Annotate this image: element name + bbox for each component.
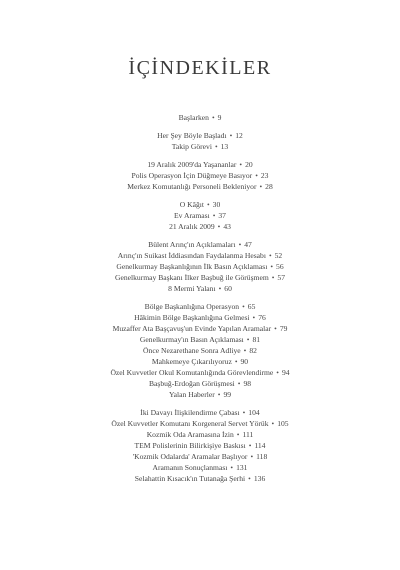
toc-bullet: • (270, 262, 274, 271)
toc-entry (0, 283, 400, 294)
toc-entry-title: Merkez Komutanlığı Personeli Bekleniyor (127, 182, 257, 191)
toc-bullet: • (212, 211, 216, 220)
toc-entry (0, 323, 400, 334)
toc-bullet: • (230, 463, 234, 472)
toc-entry-page: 94 (281, 368, 290, 377)
toc-entry (0, 389, 400, 400)
toc-bullet: • (239, 160, 243, 169)
toc-entry-page: 57 (277, 273, 285, 282)
toc-bullet: • (217, 222, 221, 231)
toc-entry (0, 378, 400, 389)
toc-entry-page: 118 (256, 452, 268, 461)
toc-entry-title: İki Davayı İlişkilendirme Çabası (140, 408, 240, 417)
toc-entry-title: Genelkurmay'ın Basın Açıklaması (139, 335, 244, 344)
toc-entry-page: 111 (242, 430, 254, 439)
toc-entry-title: Genelkurmay Başkanı İlker Başbuğ ile Görüşmem (114, 273, 269, 282)
toc-entry (0, 239, 400, 250)
table-of-contents (0, 112, 400, 484)
toc-entry-page: 114 (254, 441, 266, 450)
toc-entry-title: 21 Aralık 2009 (169, 222, 215, 231)
toc-entry-page: 43 (223, 222, 231, 231)
toc-entry (0, 462, 400, 473)
toc-entry (0, 301, 400, 312)
toc-entry-page: 82 (249, 346, 257, 355)
toc-entry-title: Bülent Arınç'ın Açıklamaları (148, 240, 236, 249)
toc-entry-title: Başlarken (178, 113, 209, 122)
toc-bullet: • (237, 379, 241, 388)
toc-entry-page: 105 (277, 419, 289, 428)
toc-entry-title: Başbuğ-Erdoğan Görüşmesi (148, 379, 235, 388)
toc-entry-page: 30 (212, 200, 221, 209)
toc-entry-title: Bölge Başkanlığına Operasyon (144, 302, 240, 311)
toc-entry (0, 356, 400, 367)
toc-bullet: • (242, 302, 245, 311)
toc-entry-title: Muzaffer Ata Başçavuş'un Evinde Yapılan Aramalar (112, 324, 272, 333)
toc-entry-page: 76 (258, 313, 266, 322)
toc-bullet: • (252, 313, 256, 322)
toc-entry (0, 250, 400, 261)
toc-entry-title: Ev Araması (174, 211, 210, 220)
toc-entry (0, 112, 400, 123)
toc-bullet: • (250, 452, 254, 461)
toc-entry-title: Takip Görevi (171, 142, 212, 151)
toc-entry-title: Her Şey Böyle Başladı (157, 131, 227, 140)
toc-bullet: • (217, 390, 221, 399)
toc-bullet: • (214, 142, 218, 151)
toc-entry (0, 407, 400, 418)
toc-entry-title: Polis Operasyon İçin Düğmeye Basıyor (131, 171, 253, 180)
toc-bullet: • (259, 182, 263, 191)
toc-entry (0, 272, 400, 283)
toc-bullet: • (207, 200, 210, 209)
toc-bullet: • (243, 346, 247, 355)
toc-entry (0, 334, 400, 345)
toc-entry-page: 37 (218, 211, 226, 220)
toc-bullet: • (248, 441, 252, 450)
toc-entry-title: Arınç'ın Suikast İddiasından Faydalanma Hesabı (117, 251, 266, 260)
toc-entry (0, 141, 400, 152)
toc-entry-page: 98 (243, 379, 252, 388)
toc-entry-page: 131 (236, 463, 248, 472)
toc-entry (0, 210, 400, 221)
toc-bullet: • (274, 324, 277, 333)
toc-entry-title: Selahattin Kısacık'ın Tutanağa Şerhi (134, 474, 246, 483)
toc-entry-page: 9 (217, 113, 222, 122)
toc-entry-title: 19 Aralık 2009'da Yaşananlar (147, 160, 237, 169)
toc-entry (0, 159, 400, 170)
toc-entry-title: Yalan Haberler (168, 390, 215, 399)
toc-entry-title: Önce Nezarethane Sonra Adliye (143, 346, 241, 355)
toc-bullet: • (271, 273, 275, 282)
toc-bullet: • (268, 251, 272, 260)
toc-entry-page: 47 (244, 240, 252, 249)
toc-bullet: • (236, 430, 240, 439)
toc-entry (0, 345, 400, 356)
toc-entry-page: 79 (279, 324, 288, 333)
toc-entry-page: 52 (274, 251, 283, 260)
toc-bullet: • (276, 368, 279, 377)
toc-entry-page: 60 (224, 284, 232, 293)
toc-entry (0, 429, 400, 440)
toc-entry-page: 20 (245, 160, 253, 169)
toc-entry (0, 221, 400, 232)
toc-entry (0, 170, 400, 181)
toc-bullet: • (238, 240, 242, 249)
toc-entry-title: TEM Polislerinin Bilirkişiye Baskısı (134, 441, 246, 450)
toc-entry-title: Mahkemeye Çıkarılıyoruz (151, 357, 232, 366)
toc-entry-title: Özel Kuvvetler Okul Komutanlığında Görevlendirme (110, 368, 274, 377)
toc-entry (0, 418, 400, 429)
toc-bullet: • (234, 357, 238, 366)
toc-entry-page: 28 (265, 182, 273, 191)
toc-entry (0, 199, 400, 210)
toc-entry-title: Kozmik Oda Aramasına İzin (146, 430, 234, 439)
toc-entry-title: 'Kozmik Odalarda' Aramalar Başlıyor (132, 452, 248, 461)
toc-entry-title: 8 Mermi Yalanı (168, 284, 216, 293)
toc-entry (0, 130, 400, 141)
toc-entry-page: 90 (240, 357, 249, 366)
toc-entry-title: Genelkurmay Başkanlığının İlk Basın Açıklaması (116, 262, 268, 271)
toc-entry (0, 181, 400, 192)
toc-entry-title: Aramanın Sonuçlanması (152, 463, 228, 472)
toc-entry (0, 440, 400, 451)
toc-entry-title: Özel Kuvvetler Komutanı Korgeneral Servet Yörük (111, 419, 269, 428)
toc-entry-page: 65 (247, 302, 256, 311)
toc-entry-page: 99 (223, 390, 232, 399)
toc-entry-page: 23 (260, 171, 269, 180)
toc-entry-title: O Kâğıt (179, 200, 204, 209)
toc-bullet: • (248, 474, 251, 483)
toc-bullet: • (246, 335, 250, 344)
toc-entry-page: 81 (252, 335, 261, 344)
toc-bullet: • (229, 131, 233, 140)
toc-entry-page: 12 (235, 131, 243, 140)
page-title: İÇİNDEKİLER (128, 57, 272, 79)
toc-entry-page: 104 (248, 408, 260, 417)
toc-entry (0, 261, 400, 272)
toc-entry-page: 56 (276, 262, 284, 271)
toc-bullet: • (218, 284, 222, 293)
toc-entry (0, 312, 400, 323)
toc-entry (0, 367, 400, 378)
toc-bullet: • (255, 171, 258, 180)
toc-entry-page: 13 (220, 142, 229, 151)
toc-bullet: • (211, 113, 215, 122)
toc-bullet: • (242, 408, 246, 417)
toc-entry (0, 473, 400, 484)
toc-bullet: • (271, 419, 275, 428)
toc-entry-title: Hâkimin Bölge Başkanlığına Gelmesi (134, 313, 250, 322)
toc-entry-page: 136 (253, 474, 266, 483)
toc-entry (0, 451, 400, 462)
